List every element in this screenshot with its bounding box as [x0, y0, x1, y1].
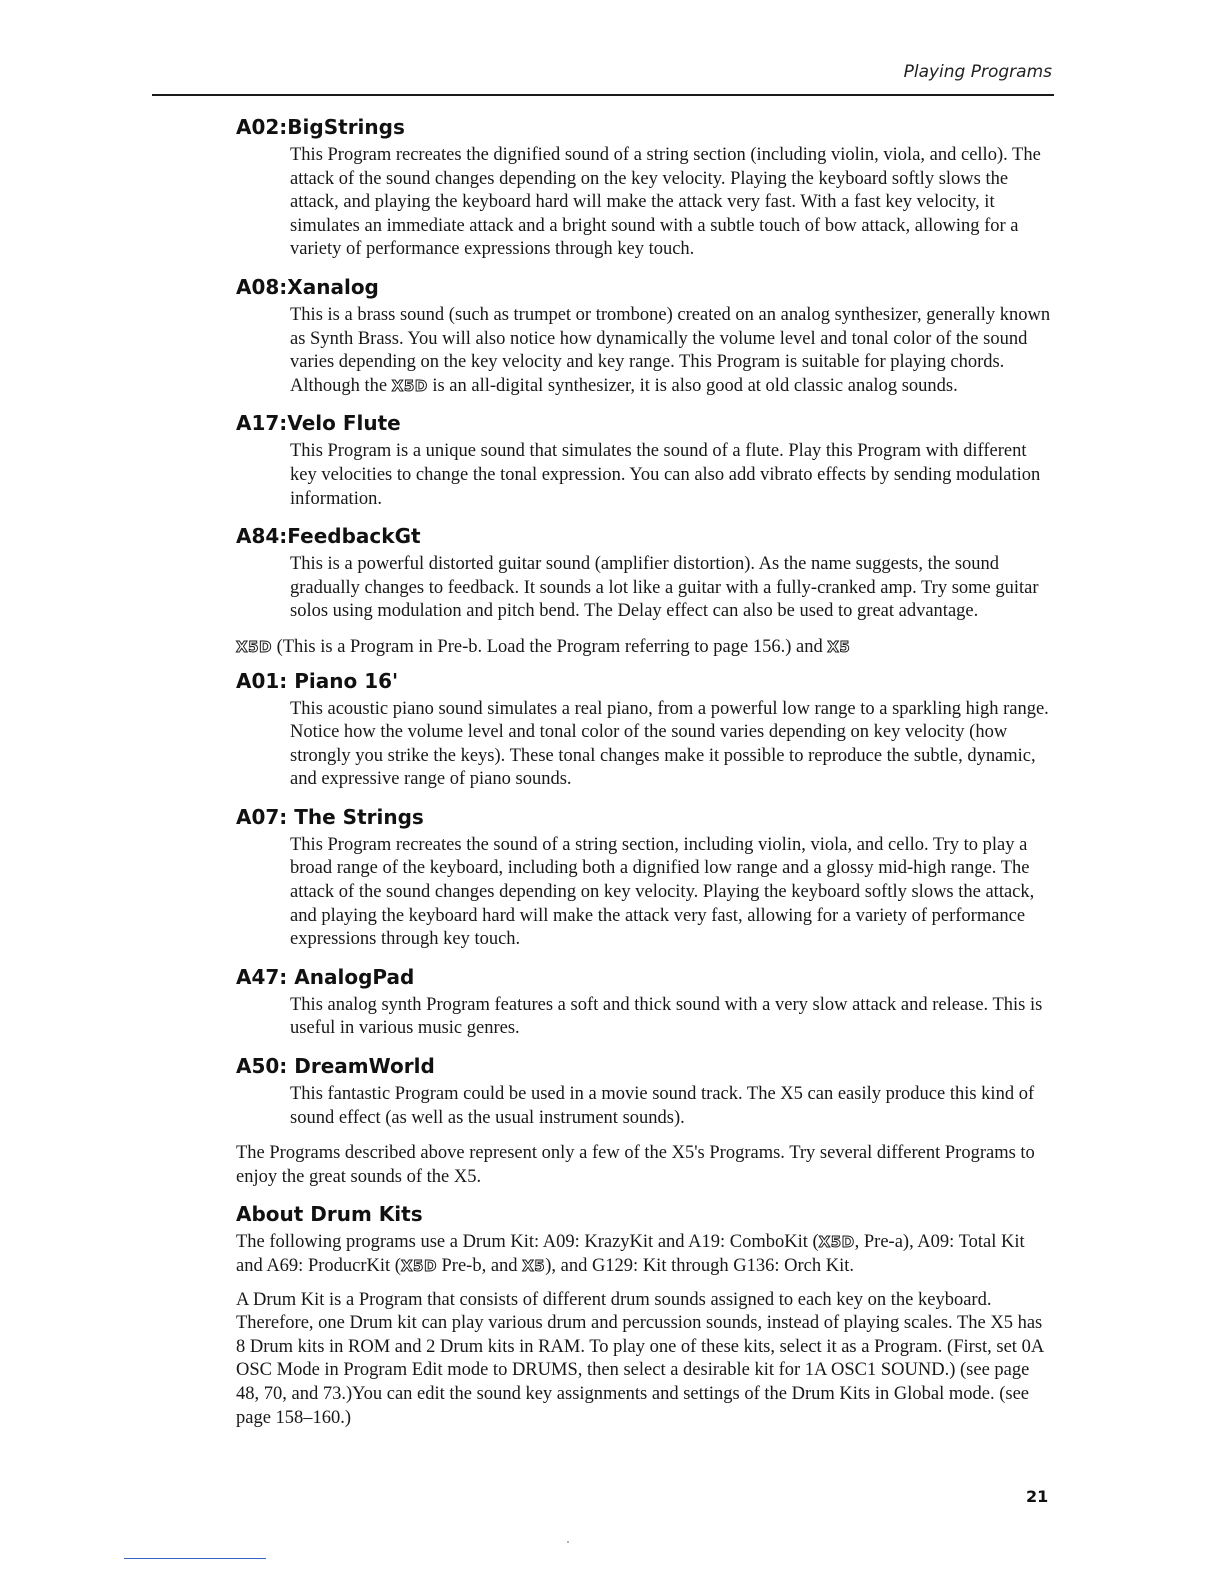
body-text: ), and G129: Kit through G136: Orch Kit.: [545, 1256, 855, 1276]
scan-speck: [567, 1541, 569, 1543]
x5d-logo: X5D: [818, 1233, 855, 1252]
section-a17-velo-flute: [236, 410, 1056, 511]
page-number: 21: [1026, 1487, 1049, 1506]
header-title: Playing Programs: [903, 62, 1052, 82]
x5-logo: X5: [522, 1257, 546, 1275]
note-text: (This is a Program in Pre-b. Load the Program referring to page 156.) and: [276, 636, 823, 657]
section-body: This is a powerful distorted guitar sound (amplifier distortion). As the name suggests, the sound gradually changes to feedback. It sounds a lot like a guitar with a fully-cranked amp. Try some guitar solos using modulation and pitch bend. The Delay effect can also be used to great advantage.: [290, 554, 1039, 622]
section-a47-analogpad: [236, 964, 1056, 1041]
drum-kits-paragraph-1: [236, 1231, 1044, 1278]
section-a02-bigstrings: [236, 114, 1056, 262]
section-heading: A02:BigStrings: [236, 115, 405, 139]
body-text: The following programs use a Drum Kit: A09: KrazyKit and A19: ComboKit (: [236, 1232, 819, 1253]
section-body: This analog synth Program features a soft and thick sound with a very slow attack and release. This is useful in various music genres.: [290, 994, 1043, 1039]
footer-rule: [124, 1558, 266, 1559]
section-heading: A01: Piano 16': [236, 668, 399, 693]
content: [236, 114, 1056, 1442]
section-body: This fantastic Program could be used in a movie sound track. The X5 can easily produce this kind of sound effect (as well as the usual instrument sounds).: [290, 1084, 1035, 1128]
drum-kits-paragraph-2: A Drum Kit is a Program that consists of different drum sounds assigned to each key on the keyboard. Therefore, one Drum kit can play various drum and percussion sounds, instead of playing scales. The X5 has 8 Drum kits in ROM and 2 Drum kits in RAM. To play one of these kits, select it as a Program. (First, set 0A OSC Mode in Program Edit mode to DRUMS, then select a desirable kit for 1A OSC1 SOUND.) (see page 48, 70, and 73.)You can edit the sound key assignments and settings of the Drum Kits in Global mode. (see page 158–160.): [236, 1289, 1044, 1428]
section-a84-feedbackgt: [236, 523, 1056, 624]
section-body: This Program recreates the sound of a string section, including violin, viola, and cello. Try to play a broad range of the keyboard, including both a dignified low range and a glossy mid-high range. The attack of the sound changes depending on key velocity. Playing the keyboard softly slows the attack, and playing the keyboard hard will make the attack very fast, allowing for a variety of performance expressions through key touch.: [290, 834, 1035, 950]
section-heading: A08:Xanalog: [236, 274, 379, 299]
section-a08-xanalog: [236, 274, 1056, 398]
section-body: This Program is a unique sound that simulates the sound of a flute. Play this Program with different key velocities to change the tonal expression. You can also add vibrato effects by sending modulation information.: [290, 441, 1041, 509]
section-heading: A84:FeedbackGt: [236, 524, 421, 549]
body-text: Pre-b, and: [441, 1256, 518, 1276]
x5d-logo: X5D: [391, 376, 428, 395]
section-a01-piano: [236, 668, 1056, 792]
section-heading: A47: AnalogPad: [236, 964, 415, 989]
pre-b-note: [236, 636, 1044, 660]
section-heading: About Drum Kits: [236, 1202, 423, 1227]
body-text: , Pre-a), A09: Total Kit and A69: ProducrKit (: [236, 1232, 1025, 1276]
section-body: This Program recreates the dignified sound of a string section (including violin, viola, and cello). The attack of the sound changes depending on the key velocity. Playing the keyboard softly slows the attack, and playing the keyboard hard will make the attack very fast. With a fast key velocity, it simulates an immediate attack and a bright sound with a subtle touch of bow attack, allowing for a variety of performance expressions through key touch.: [290, 145, 1041, 260]
page-header: [152, 60, 1054, 96]
x5d-logo: X5D: [236, 637, 272, 656]
body-text: is an all-digital synthesizer, it is also good at old classic analog sounds.: [432, 375, 958, 396]
x5d-logo: X5D: [400, 1257, 437, 1275]
section-about-drum-kits: [236, 1201, 1056, 1430]
section-a07-the-strings: [236, 804, 1056, 952]
section-heading: A07: The Strings: [236, 804, 424, 829]
body-text: This is a brass sound (such as trumpet or trombone) created on an analog synthesizer, generally known as Synth Brass. You will also notice how dynamically the volume level and tonal color of the sound varies depending on the key velocity and key range. This Program is suitable for playing chords. Although the: [290, 304, 1051, 396]
summary-paragraph: The Programs described above represent only a few of the X5's Programs. Try several different Programs to enjoy the great sounds of the X5.: [236, 1143, 1035, 1187]
section-body: This acoustic piano sound simulates a real piano, from a powerful low range to a sparkling high range. Notice how the volume level and tonal color of the sound varies depending on key velocity (how strongly you strike the keys). These tonal changes make it possible to reproduce the subtle, dynamic, and expressive range of piano sounds.: [290, 698, 1049, 790]
section-heading: A17:Velo Flute: [236, 411, 401, 436]
section-heading: A50: DreamWorld: [236, 1054, 435, 1079]
section-body: [290, 304, 1056, 398]
x5-logo: X5: [827, 637, 851, 656]
section-a50-dreamworld: [236, 1053, 1056, 1130]
